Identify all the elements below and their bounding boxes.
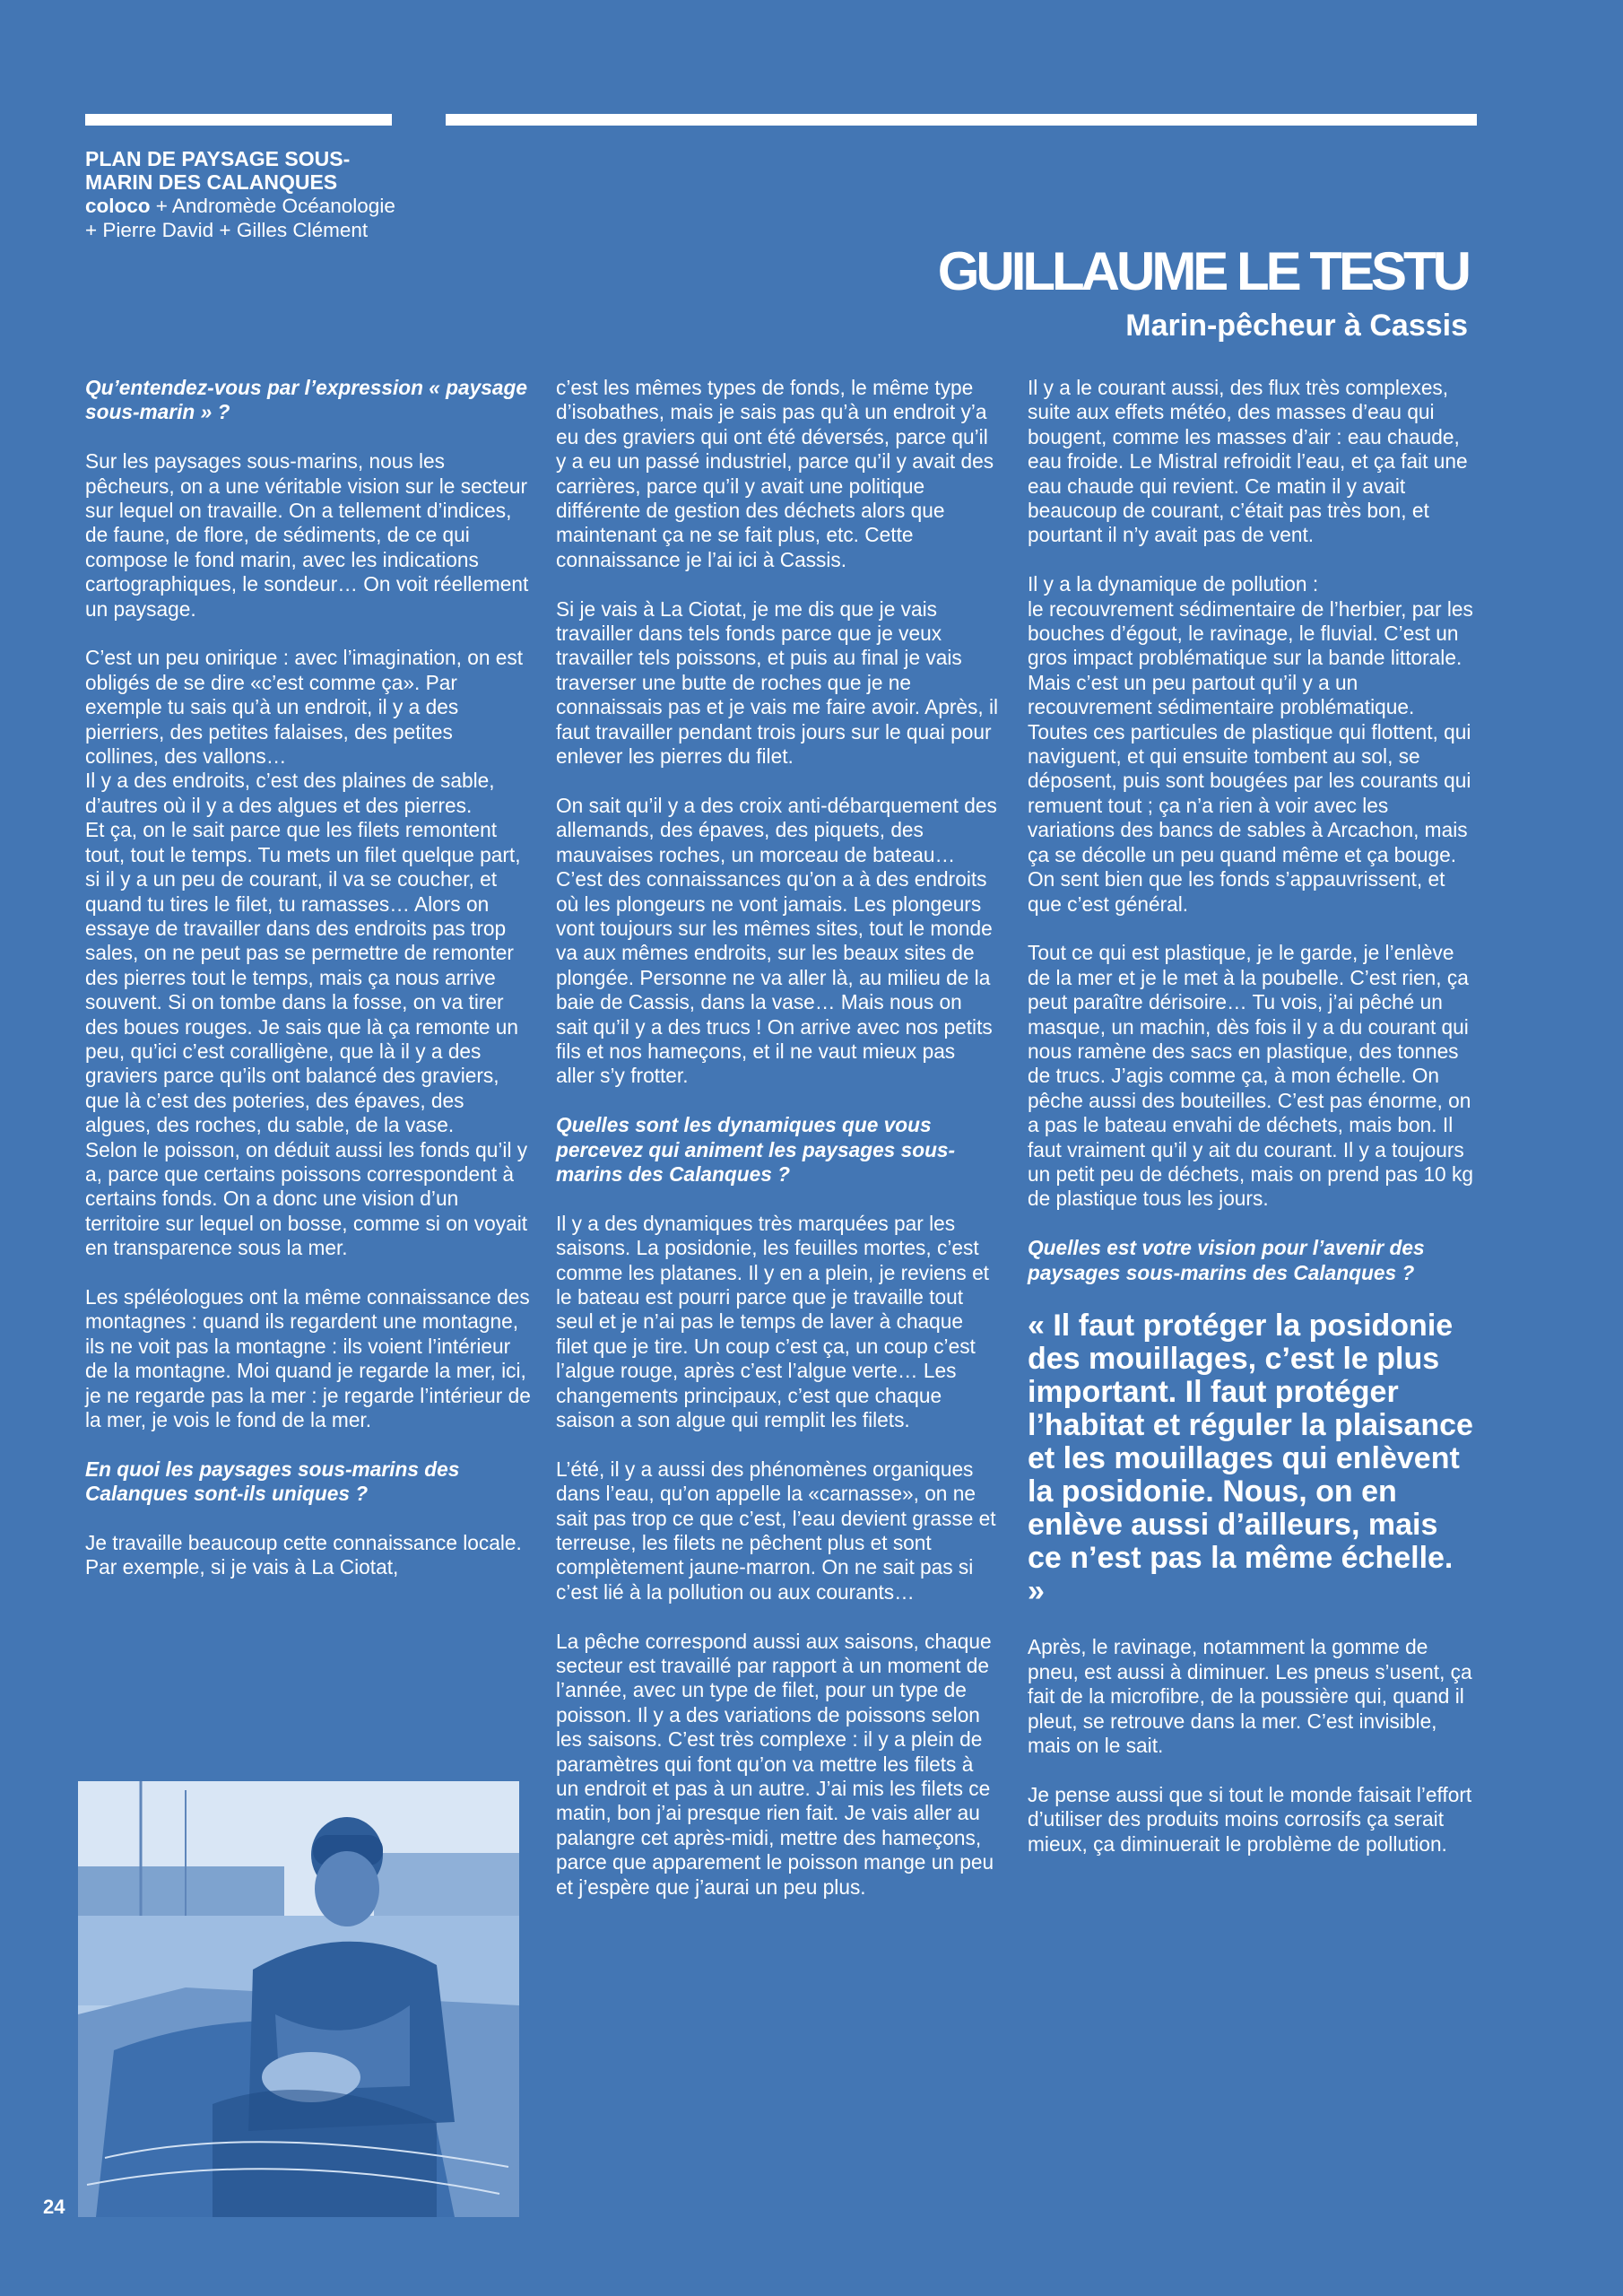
- interview-answer: On sait qu’il y a des croix anti-débarquement des allemands, des épaves, des piquets, des mauvaises roches, un morceau de bateau… C’est des connaissances qu’on a à des endroits où les plongeurs ne vont jamais. Les plongeurs vont toujours sur les mêmes sites, tout le monde va aux mêmes endroits, sur les beaux sites de plongée. Personne ne va aller là, au milieu de la baie de Cassis, dans la vase… Mais nous on sait qu’il y a des trucs ! On arrive avec nos petits fils et nos hameçons, et il ne vaut mieux pas aller s’y frotter.: [556, 793, 997, 1088]
- interview-answer: Il y a des dynamiques très marquées par les saisons. La posidonie, les feuilles mortes, c’est comme les platanes. Il y en a plein, je reviens et le bateau est pourri parce que je travaille tout seul et je n’ai pas le temps de laver à chaque filet que je tire. Un coup c’est ça, un coup c’est l’algue rouge, après c’est l’algue verte… Les changements principaux, c’est que chaque saison a son algue qui remplit les filets.: [556, 1211, 989, 1431]
- interview-question: En quoi les paysages sous-marins des Calanques sont-ils uniques ?: [85, 1457, 460, 1506]
- interview-answer: Tout ce qui est plastique, je le garde, je l’enlève de la mer et je le met à la poubelle. C’est rien, ça peut paraître dérisoire… Tu vois, j’ai pêché un masque, un machin, dès fois il y a du courant qui nous ramène des sacs en plastique, des tonnes de trucs. J’agis comme ça, à mon échelle. On pêche aussi des bouteilles. C’est pas énorme, on a pas le bateau envahi de déchets, mais bon. Il faut vraiment qu’il y ait du courant. Il y a toujours un petit peu de déchets, mais on prend pas 10 kg de plastique tous les jours.: [1028, 941, 1473, 1211]
- interview-answer: Il y a la dynamique de pollution : le recouvrement sédimentaire de l’herbier, par les bouches d’égout, le ravinage, le fluvial. C’est un gros impact problématique sur la bande littorale. Mais c’est un peu partout qu’il y a un recouvrement sédimentaire problématique. Toutes ces particules de plastique qui flottent, qui naviguent, et qui ensuite tombent au sol, se déposent, puis sont bougées par les courants qui remuent tout ; ça n’a rien à voir avec les variations des bancs de sables à Arcachon, mais ça se décolle un peu quand même et ça bouge. On sent bien que les fonds s’appauvrissent, et que c’est général.: [1028, 572, 1473, 916]
- interview-answer: La pêche correspond aussi aux saisons, chaque secteur est travaillé par rapport à un moment de l’année, avec un type de filet, pour un type de poisson. Il y a des variations de poissons selon les saisons. C’est très complexe : il y a plein de paramètres qui font qu’on va mettre les filets à un endroit et pas à un autre. J’ai mis les filets ce matin, bon j’ai presque rien fait. Je vais aller au palangre cet après-midi, mettre des hameçons, parce que apparement le poisson mange un peu et j’espère que j’aurai un peu plus.: [556, 1629, 994, 1899]
- project-credits: [85, 147, 408, 242]
- header-rule-left: [85, 114, 392, 126]
- project-authors: [85, 195, 395, 241]
- interview-answer: C’est un peu onirique : avec l’imagination, on est obligés de se dire «c’est comme ça». Par exemple tu sais qu’à un endroit, il y a des pierriers, des petites falaises, des petites collines, des vallons… Il y a des endroits, c’est des plaines de sable, d’autres où il y a des algues et des pierres. Et ça, on le sait parce que les filets remontent tout, tout le temps. Tu mets un filet quelque part, si il y a un peu de courant, il va se coucher, et quand tu tires le filet, tu ramasses… Alors on essaye de travailler dans des endroits pas trop sales, on ne peut pas se permettre de remonter des pierres tout le temps, mais ça nous arrive souvent. Si on tombe dans la fosse, on va tirer des boues rouges. Je sais que là ça remonte un peu, qu’ici c’est coralligène, que là il y a des graviers parce qu’ils ont balancé des graviers, que là c’est des poteries, des épaves, des algues, des roches, du sable, de la vase. Selon le poisson, on déduit aussi les fonds qu’il y a, parce que certains poissons correspondent à certains fonds. On a donc une vision d’un territoire sur lequel on bosse, comme si on voyait en transparence sous la mer.: [85, 646, 528, 1260]
- interview-question: Quelles sont les dynamiques que vous percevez qui animent les paysages sous-marins des Calanques ?: [556, 1113, 956, 1186]
- text-column-2: [556, 376, 999, 1924]
- pull-quote: « Il faut protéger la posidonie des mouillages, c’est le plus important. Il faut protéger l’habitat et réguler la plaisance et les mouillages qui enlèvent la posidonie. Nous, on en enlève aussi d’ailleurs, mais ce n’est pas la même échelle. »: [1028, 1309, 1473, 1609]
- interviewee-name: GUILLAUME LE TESTU: [937, 241, 1468, 301]
- interview-answer: Sur les paysages sous-marins, nous les pêcheurs, on a une véritable vision sur le secteur sur lequel on travaille. On a tellement d’indices, de faune, de flore, de sédiments, de ce qui compose le fond marin, avec les indications cartographiques, le sondeur… On voit réellement un paysage.: [85, 449, 529, 621]
- interview-question: Qu’entendez-vous par l’expression « paysage sous-marin » ?: [85, 376, 527, 424]
- fisherman-photo: [78, 1781, 519, 2217]
- text-column-1: [85, 376, 532, 1605]
- interview-answer: Je pense aussi que si tout le monde faisait l’effort d’utiliser des produits moins corrosifs ça serait mieux, ça diminuerait le problème de pollution.: [1028, 1782, 1472, 1856]
- interviewee-role: Marin-pêcheur à Cassis: [1125, 309, 1468, 343]
- project-authors-rest: + Andromède Océanologie + Pierre David + Gilles Clément: [85, 195, 395, 241]
- interview-answer: Je travaille beaucoup cette connaissance locale. Par exemple, si je vais à La Ciotat,: [85, 1531, 522, 1579]
- interview-question: Quelles est votre vision pour l’avenir des paysages sous-marins des Calanques ?: [1028, 1236, 1425, 1284]
- text-column-3: [1028, 376, 1476, 1881]
- project-author-lead: coloco: [85, 195, 151, 217]
- page-number: 24: [43, 2196, 65, 2218]
- interview-answer: Si je vais à La Ciotat, je me dis que je vais travailler dans tels fonds parce que je veux travailler tels poissons, et puis au final je vais traverser une butte de roches que je ne connaissais pas et je vais me faire avoir. Après, il faut travailler pendant trois jours sur le quai pour enlever les pierres du filet.: [556, 596, 999, 769]
- project-title: PLAN DE PAYSAGE SOUS-MARIN DES CALANQUES: [85, 147, 351, 194]
- interview-answer: Les spéléologues ont la même connaissance des montagnes : quand ils regardent une montagne, ils ne voit pas la montagne : ils voient l’intérieur de la montagne. Moi quand je regarde la mer, ici, je ne regarde pas la mer : je regarde l’intérieur de la mer, je vois le fond de la mer.: [85, 1284, 531, 1432]
- header-rule-right: [446, 114, 1477, 126]
- interview-answer: Il y a le courant aussi, des flux très complexes, suite aux effets météo, des masses d’eau qui bougent, comme les masses d’air : eau chaude, eau froide. Le Mistral refroidit l’eau, et ça fait une eau chaude qui revient. Ce matin il y avait beaucoup de courant, c’était pas très bon, et pourtant il n’y avait pas de vent.: [1028, 376, 1468, 547]
- interview-answer: c’est les mêmes types de fonds, le même type d’isobathes, mais je sais pas qu’à un endroit y’a eu des graviers qui ont été déversés, parce qu’il y a eu un passé industriel, parce qu’il y avait des carrières, parce qu’il y avait une politique différente de gestion des déchets alors que maintenant ça ne se fait plus, etc. Cette connaissance je l’ai ici à Cassis.: [556, 376, 994, 571]
- interview-answer: Après, le ravinage, notamment la gomme de pneu, est aussi à diminuer. Les pneus s’usent, ça fait de la microfibre, de la poussière qui, quand il pleut, se retrouve dans la mer. C’est invisible, mais on le sait.: [1028, 1635, 1472, 1757]
- interview-answer: L’été, il y a aussi des phénomènes organiques dans l’eau, qu’on appelle la «carnasse», on ne sait pas trop ce que c’est, l’eau devient grasse et terreuse, les filets ne pêchent plus et sont complètement jaune-marron. On ne sait pas si c’est lié à la pollution ou aux courants…: [556, 1457, 996, 1604]
